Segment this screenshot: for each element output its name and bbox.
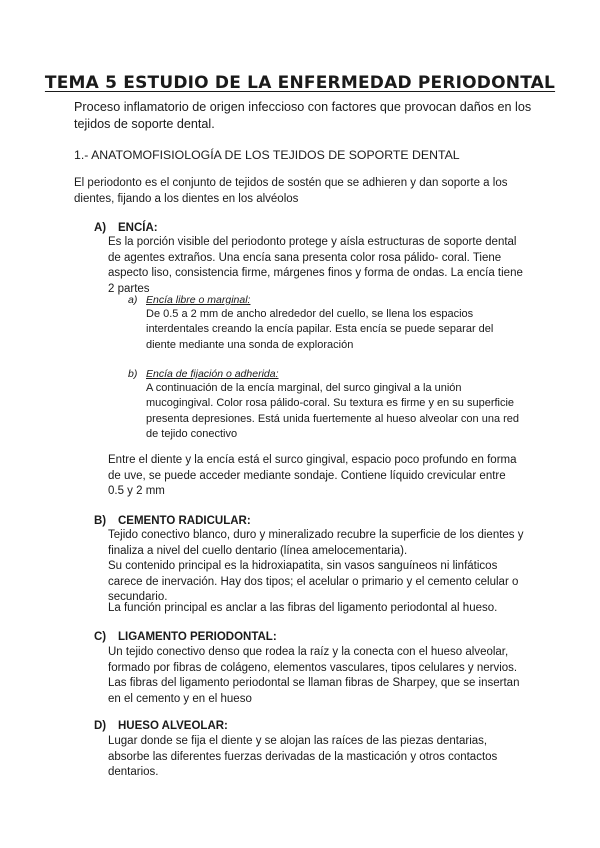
intro-paragraph: Proceso inflamatorio de origen infeccioso con factores que provocan daños en los tejidos de soporte dental. xyxy=(74,100,532,131)
encia-fijacion-letter: b) xyxy=(128,368,138,380)
hueso-letter: D) xyxy=(94,720,107,732)
periodonto-paragraph: El periodonto es el conjunto de tejidos de sostén que se adhieren y dan soporte a los dientes, fijando a los dientes en los alvéolos xyxy=(74,177,508,205)
encia-letter: A) xyxy=(94,222,107,234)
ligamento-letter: C) xyxy=(94,631,107,643)
document-title: TEMA 5 ESTUDIO DE LA ENFERMEDAD PERIODONTAL xyxy=(44,73,556,93)
hueso-heading: HUESO ALVEOLAR: xyxy=(118,720,228,732)
encia-libre-body: De 0.5 a 2 mm de ancho alrededor del cuello, se llena los espacios interdentales creando la encía papilar. Esta encía se puede separar del diente mediante una sonda de exploración xyxy=(146,308,494,351)
cemento-body-2: Su contenido principal es la hidroxiapatita, sin vasos sanguíneos ni linfáticos carece de inervación. Hay dos tipos; el acelular o primario y el cemento celular o secundario. xyxy=(108,560,519,604)
encia-fijacion-body: A continuación de la encía marginal, del surco gingival a la unión mucogingival. Color rosa pálido-coral. Su textura es firme y en su superficie presenta depresiones. Está unida fuertemente al hueso alveolar con una red de tejido conectivo xyxy=(146,382,520,441)
ligamento-heading: LIGAMENTO PERIODONTAL: xyxy=(118,631,277,643)
encia-fijacion-heading: Encía de fijación o adherida: xyxy=(146,368,279,380)
hueso-body: Lugar donde se fija el diente y se alojan las raíces de las piezas dentarias, absorbe las diferentes fuerzas derivadas de la masticación y otros contactos dentarios. xyxy=(108,735,498,779)
cemento-letter: B) xyxy=(94,515,107,527)
encia-body: Es la porción visible del periodonto protege y aísla estructuras de soporte dental de agentes extraños. Una encía sana presenta color rosa pálido- coral. Tiene aspecto liso, consistencia firme, márgenes finos y forma de ondas. La encía tiene 2 partes xyxy=(108,236,523,295)
encia-heading: ENCÍA: xyxy=(118,222,158,234)
section-heading-anatomofisiologia: 1.- ANATOMOFISIOLOGÍA DE LOS TEJIDOS DE SOPORTE DENTAL xyxy=(74,148,460,162)
ligamento-body-1: Un tejido conectivo denso que rodea la raíz y la conecta con el hueso alveolar, formado por fibras de colágeno, elementos vasculares, tipos celulares y nervios. xyxy=(108,646,518,674)
ligamento-body-2: Las fibras del ligamento periodontal se llaman fibras de Sharpey, que se insertan en el cemento y en el hueso xyxy=(108,677,520,705)
cemento-body-1: Tejido conectivo blanco, duro y mineralizado recubre la superficie de los dientes y finaliza a nivel del cuello dentario (línea amelocementaria). xyxy=(108,529,524,557)
encia-libre-letter: a) xyxy=(128,294,138,306)
encia-libre-heading: Encía libre o marginal: xyxy=(146,294,251,306)
cemento-heading: CEMENTO RADICULAR: xyxy=(118,515,251,527)
cemento-body-3: La función principal es anclar a las fibras del ligamento periodontal al hueso. xyxy=(108,602,498,614)
surco-gingival-paragraph: Entre el diente y la encía está el surco gingival, espacio poco profundo en forma de uve, se puede acceder mediante sondaje. Contiene líquido crevicular entre 0.5 y 2 mm xyxy=(108,454,517,498)
